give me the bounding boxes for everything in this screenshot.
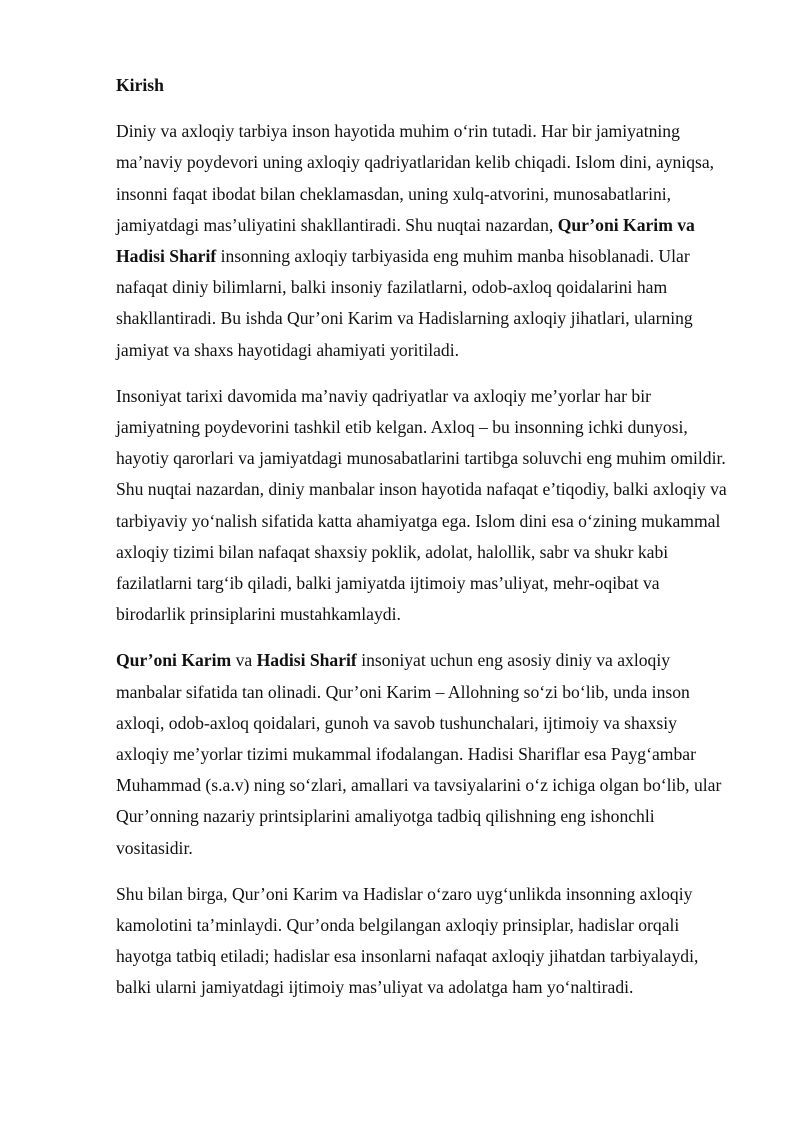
paragraph-sources — [116, 645, 728, 863]
paragraph-harmony — [116, 879, 728, 1004]
bold-text-run: Hadisi Sharif — [256, 650, 357, 671]
text-run: Diniy va axloqiy tarbiya inson hayotida muhim o‘rin tutadi. Har bir jamiyatning ma’naviy poydevori uning axloqiy qadriyatlaridan kelib chiqadi. Islom dini, ayniqsa, insonni faqat ibodat bilan cheklamasdan, uning xulq-atvorini, munosabatlarini, jamiyatdagi mas’uliyatini shakllantiradi. Shu nuqtai nazardan, — [116, 121, 715, 235]
text-run: Insoniyat tarixi davomida ma’naviy qadriyatlar va axloqiy me’yorlar har bir jamiyatning poydevorini tashkil etib kelgan. Axloq – bu insonning ichki dunyosi, hayotiy qarorlari va jamiyatdagi munosabatlarini tartibga soluvchi eng muhim omildir. Shu nuqtai nazardan, diniy manbalar inson hayotida nafaqat e’tiqodiy, balki axloqiy va tarbiyaviy yo‘nalish sifatida katta ahamiyatga ega. Islom dini esa o‘zining mukammal axloqiy tizimi bilan nafaqat shaxsiy poklik, adolat, halollik, sabr va shukr kabi fazilatlarni targ‘ib qiladi, balki jamiyatda ijtimoiy mas’uliyat, mehr-oqibat va birodarlik prinsiplarini mustahkamlaydi. — [116, 385, 727, 625]
bold-text-run: Qur’oni Karim va Hadisi Sharif — [116, 214, 695, 267]
text-run: Shu bilan birga, Qur’oni Karim va Hadislar o‘zaro uyg‘unlikda insonning axloqiy kamolotini ta’minlaydi. Qur’onda belgilangan axloqiy prinsiplar, hadislar orqali hayotga tatbiq etiladi; hadislar esa insonlarni nafaqat axloqiy jihatdan tarbiyalaydi, balki ularni jamiyatdagi ijtimoiy mas’uliyat va adolatga ham yo‘naltiradi. — [116, 883, 699, 998]
section-heading: Kirish — [116, 75, 164, 95]
text-run: va — [231, 650, 257, 671]
document-page — [116, 70, 728, 1019]
paragraph-intro — [116, 116, 728, 366]
text-run: insonning axloqiy tarbiyasida eng muhim manba hisoblanadi. Ular nafaqat diniy bilimlarni, balki insoniy fazilatlarni, odob-axloq qoidalarini ham shakllantiradi. Bu ishda Qur’oni Karim va Hadislarning axloqiy jihatlari, ularning jamiyat va shaxs hayotidagi ahamiyati yoritiladi. — [116, 246, 693, 360]
paragraph-history — [116, 381, 728, 631]
text-run: insoniyat uchun eng asosiy diniy va axloqiy manbalar sifatida tan olinadi. Qur’oni Karim – Allohning so‘zi bo‘lib, unda inson axloqi, odob-axloq qoidalari, gunoh va savob tushunchalari, ijtimoiy va shaxsiy axloqiy me’yorlar tizimi mukammal ifodalangan. Hadisi Shariflar esa Payg‘ambar Muhammad (s.a.v) ning so‘zlari, amallari va tavsiyalarini o‘z ichiga olgan bo‘lib, ular Qur’onning nazariy printsiplarini amaliyotga tadbiq qilishning eng ishonchli vositasidir. — [116, 650, 722, 858]
bold-text-run: Qur’oni Karim — [116, 650, 232, 671]
